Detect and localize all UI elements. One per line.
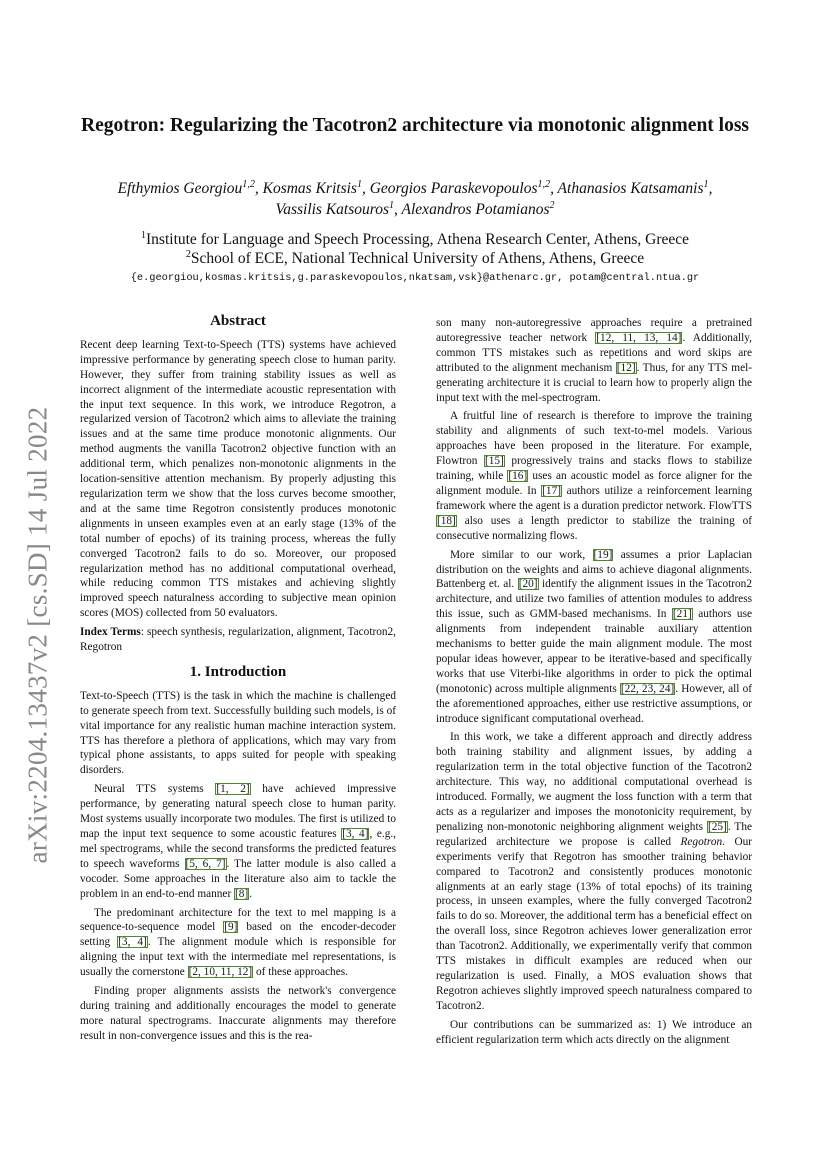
author-affiliation-mark: 1 <box>703 178 709 190</box>
citation-link[interactable]: [17] <box>542 484 561 497</box>
author-affiliation-mark: 2 <box>549 199 555 211</box>
author-separator: , <box>550 180 558 197</box>
citation-link[interactable]: [9] <box>224 921 238 934</box>
index-terms: Index Terms: speech synthesis, regularization, alignment, Tacotron2, Regotron <box>80 626 396 654</box>
right-column <box>436 316 752 1052</box>
affiliation-2: $^2$School of ECE, National Technical University of Athens, Athens, Greece <box>185 248 645 267</box>
citation-link[interactable]: [8] <box>235 887 249 900</box>
citation-link[interactable]: [19] <box>593 548 613 561</box>
author-name: Athanasios Katsamanis <box>557 180 704 197</box>
citation-link[interactable]: [16] <box>508 470 528 483</box>
author-list <box>80 178 750 220</box>
introduction-heading: 1. Introduction <box>189 663 287 680</box>
citation-link[interactable]: [20] <box>518 578 538 591</box>
citation-link[interactable]: [18] <box>437 514 456 527</box>
paragraph: More similar to our work, [19] assumes a prior Laplacian distribution on the weights and aims to achieve diagonal alignments. Battenberg et. al. [20] identify the alignment issues in the Tacotron2 architecture, and utilize two families of attention modules to address this issue, such as GMM-based mechanisms. In [21] authors use alignments from independent trainable auxiliary attention mechanisms to better guide the main alignment module. The most popular ideas however, appear to be iterative-based and specifically works that use Viterbi-like algorithms in order to pick the optimal (monotonic) across multiple alignments [22, 23, 24]. However, all of the aforementioned approaches, either use restrictive assumptions, or introduce significant computational overhead. <box>436 548 752 725</box>
introduction-body <box>80 689 396 1044</box>
arxiv-sidebar-stamp <box>18 375 58 895</box>
introduction-body-continued <box>436 316 752 1048</box>
citation-link[interactable]: [3, 4] <box>118 936 147 949</box>
author-emails: {e.georgiou,kosmas.kritsis,g.paraskevopoulos,nkatsam,vsk}@athenarc.gr, potam@central.ntua.gr <box>130 272 700 284</box>
author-affiliation-mark: 1,2 <box>537 178 551 190</box>
author-separator: , <box>361 180 370 197</box>
author-name: Efthymios Georgiou <box>117 180 243 197</box>
arxiv-id: arXiv:2204.13437v2 [cs.SD] 14 Jul 2022 <box>22 406 53 864</box>
paragraph: Finding proper alignments assists the network's convergence during training and additionally encourages the model to generate more natural spectrograms. Inaccurate alignments may therefore result in non-convergence issues and this is the rea- <box>80 985 396 1042</box>
abstract-heading: Abstract <box>210 313 266 329</box>
paragraph: son many non-autoregressive approaches require a pretrained autoregressive teacher network [12, 11, 13, 14]. Additionally, common TTS mistakes such as repetitions and word skips are attributed to the alignment mechanism [12]. Thus, for any TTS mel-generating architecture it is crucial to learn how to properly align the input text with the mel-spectrogram. <box>436 317 752 404</box>
citation-link[interactable]: [12] <box>616 361 636 374</box>
author-name: Kosmas Kritsis <box>262 180 357 197</box>
paragraph: A fruitful line of research is therefore to improve the training stability and alignments of such text-to-mel models. Various approaches have been proposed in the literature. For example, Flowtron [15] progressively trains and stacks flows to stabilize training, while [16] uses an acoustic model as force aligner for the alignment module. In [17] authors utilize a reinforcement learning framework where the agent is a duration predictor network. FlowTTS [18] also uses a length predictor to stabilize the training of consecutive normalizing flows. <box>436 410 752 542</box>
emphasized-term: Regotron <box>680 835 723 848</box>
author-affiliation-mark: 1,2 <box>242 178 255 190</box>
citation-link[interactable]: [12, 11, 13, 14] <box>596 331 682 344</box>
citation-link[interactable]: [22, 23, 24] <box>620 682 675 695</box>
citation-link[interactable]: [3, 4] <box>342 828 369 840</box>
paragraph: In this work, we take a different approach and directly address both training stability and alignment issues, by adding a regularization term in the total objective function of the Tacotron2 architecture. This way, no additional computational overhead is introduced. Formally, we augment the loss function with a term that acts as a regularizer and imposes the monotonicity requirement, by penalizing non-monotonic neighboring alignment weights [25]. The regularized architecture we propose is called Regotron. Our experiments verify that Regotron has smoother training behavior compared to Tacotron2 and consistently produces monotonic alignments at an early stage (13% of total epochs) of its training process, in unseen examples, where the fully converged Tacotron2 fails to do so. Moreover, the additional term has a beneficial effect on the overall loss, since Regotron achieves lower generalization error than Tacotron2. Additionally, we experimentally verify that common TTS mistakes in difficult examples are reduced when our regularization is used. Finally, a MOS evaluation shows that Regotron achieves slightly improved speech naturalness compared to Tacotron2. <box>436 731 753 1012</box>
paper-title: Regotron: Regularizing the Tacotron2 architecture via monotonic alignment loss <box>80 115 750 136</box>
abstract-text: Recent deep learning Text-to-Speech (TTS) systems have achieved impressive performance by generating speech close to human parity. However, they suffer from training stability issues as well as incorrect alignment of the intermediate acoustic representation with the input text sequence. In this work, we introduce Regotron, a regularized version of Tacotron2 which aims to alleviate the training issues and at the same time produce monotonic alignments. Our method augments the vanilla Tacotron2 objective function with an additional term, which penalizes non-monotonic alignments in the location-sensitive attention mechanism. By properly adjusting this regularization term we show that the loss curves become smoother, and at the same time Regotron consistently produces monotonic alignments in unseen examples even at an early stage (13% of the total number of epochs) of its training process, whereas the fully converged Tacotron2 fails to do so. Moreover, our proposed regularization method has no additional computational overhead, while reducing common TTS mistakes and achieving slightly improved speech naturalness according to subjective mean opinion scores (MOS) collected from 50 evaluators. <box>80 338 396 620</box>
paragraph: Neural TTS systems [1, 2] have achieved impressive performance, by generating natural speech close to human parity. Most systems usually incorporate two modules. The first is utilized to map the input text sequence to some acoustic features [3, 4], e.g., mel spectrograms, while the second transforms the predicted features to speech waveforms [5, 6, 7]. The latter module is also called a vocoder. Some approaches in the literature also aim to tackle the problem in an end-to-end manner [8]. <box>80 783 396 900</box>
affiliation-1: $^1$Institute for Language and Speech Processing, Athena Research Center, Athens, Greece <box>140 229 689 248</box>
paragraph: Text-to-Speech (TTS) is the task in which the machine is challenged to generate speech from text. Successfully building such models, is of vital importance for any realistic human machine interaction system. TTS has therefore a plethora of applications, which may vary from typical phone assistants, to apps suited for people with speaking disorders. <box>80 689 396 777</box>
author-affiliation-mark: 1 <box>389 199 395 211</box>
citation-link[interactable]: [15] <box>484 455 504 468</box>
author-affiliation-mark: 1 <box>356 178 362 190</box>
paragraph: Our contributions can be summarized as: 1) We introduce an efficient regularization term which acts directly on the alignment <box>436 1018 752 1046</box>
left-column <box>80 310 396 1048</box>
author-name: Georgios Paraskevopoulos <box>369 180 538 197</box>
citation-link[interactable]: [2, 10, 11, 12] <box>188 966 253 979</box>
paragraph: The predominant architecture for the text to mel mapping is a sequence-to-sequence model [9] based on the encoder-decoder setting [3, 4]. The alignment module which is responsible for aligning the input text with the intermediate mel representations, is usually the cornerstone [2, 10, 11, 12] of these approaches. <box>80 906 396 979</box>
author-name: Alexandros Potamianos <box>401 201 550 218</box>
affiliations <box>80 230 750 268</box>
citation-link[interactable]: [25] <box>707 820 727 833</box>
author-name: Vassilis Katsouros <box>275 201 390 218</box>
citation-link[interactable]: [21] <box>672 608 692 621</box>
citation-link[interactable]: [5, 6, 7] <box>185 857 226 870</box>
citation-link[interactable]: [1, 2] <box>216 783 250 796</box>
author-separator: , <box>708 180 713 197</box>
author-separator: , <box>254 180 263 197</box>
author-separator: , <box>394 201 402 218</box>
